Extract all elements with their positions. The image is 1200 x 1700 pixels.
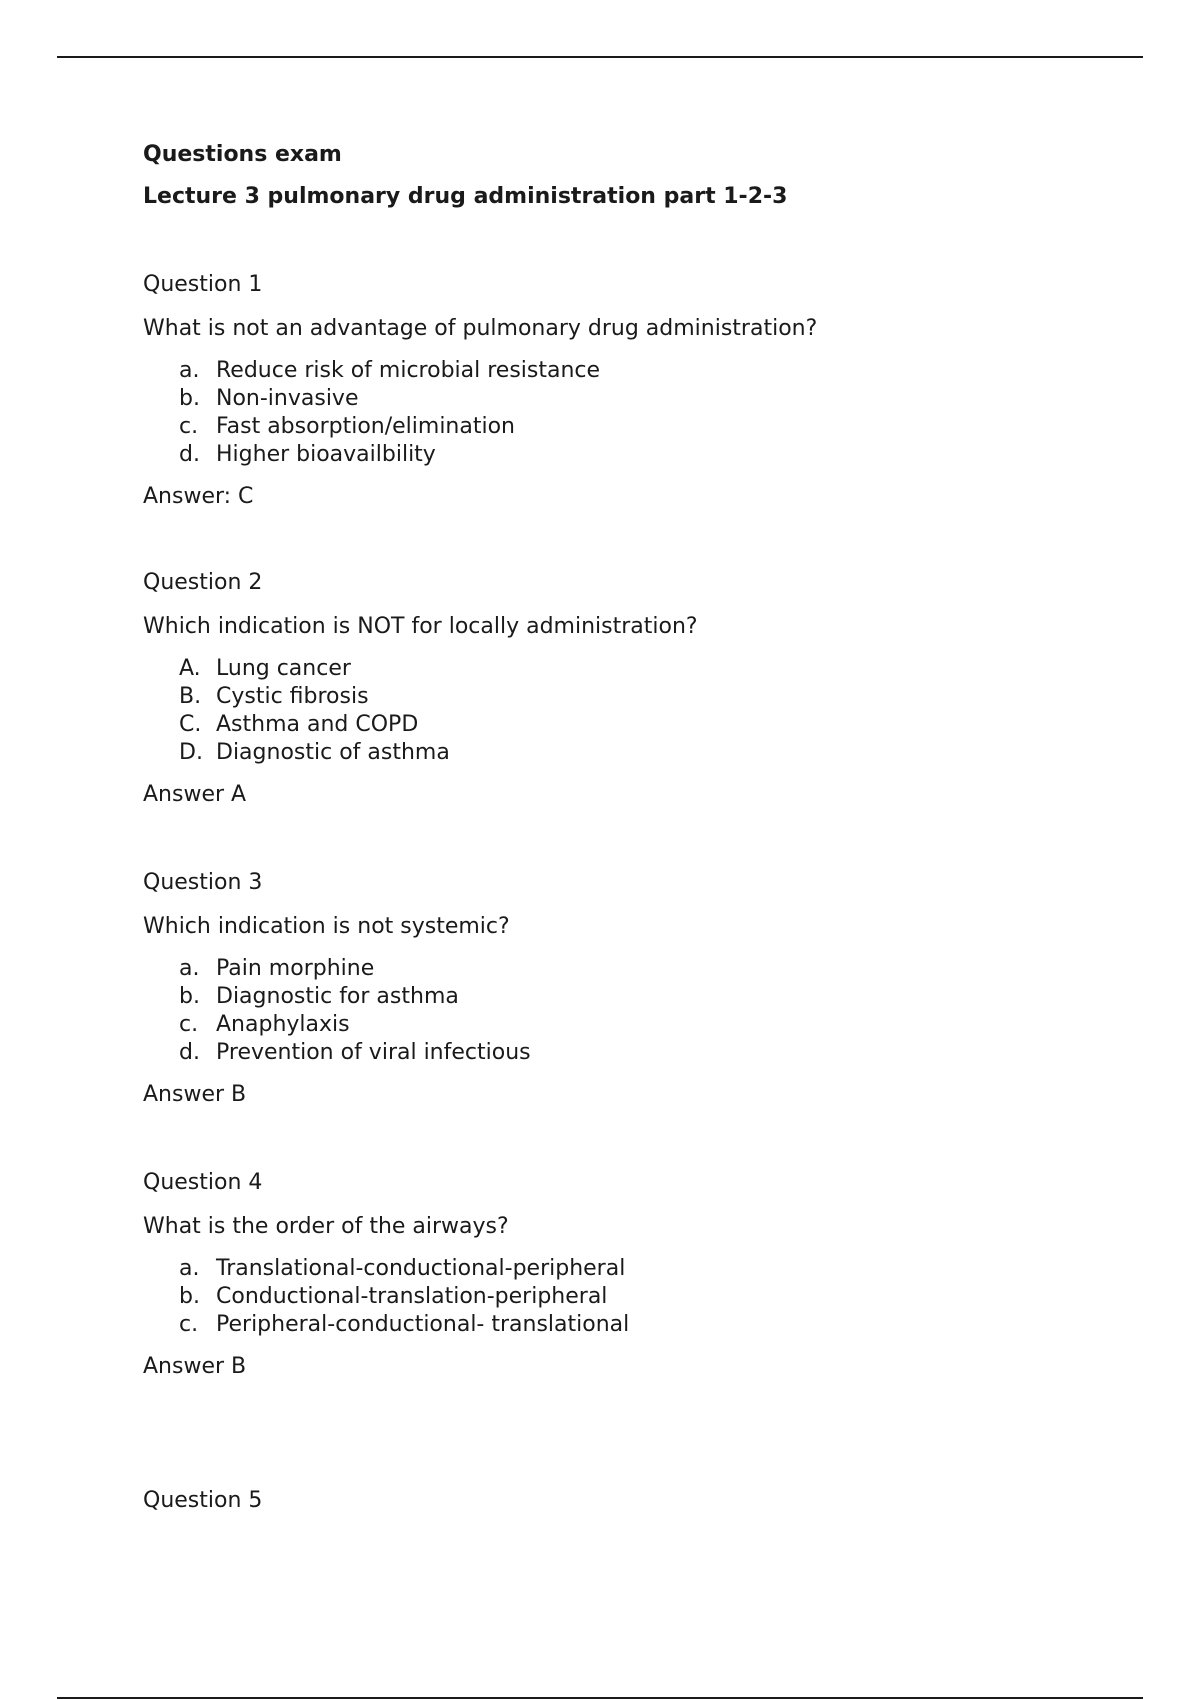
- option-letter: a.: [179, 956, 200, 981]
- document-title: Questions exam: [143, 142, 342, 167]
- document-body: [143, 141, 1103, 1515]
- question-5: [143, 1487, 1103, 1515]
- question-2: [143, 569, 1103, 809]
- footer-rule: [57, 1697, 1143, 1699]
- answer-options: [143, 655, 1103, 767]
- option-item: [143, 983, 1103, 1011]
- option-letter: b.: [179, 1284, 200, 1309]
- option-item: [143, 955, 1103, 983]
- answer-options: [143, 357, 1103, 469]
- option-item: [143, 683, 1103, 711]
- option-text: Asthma and COPD: [216, 712, 419, 737]
- question-label: Question 4: [143, 1170, 263, 1195]
- question-3: [143, 869, 1103, 1109]
- option-letter: B.: [179, 684, 202, 709]
- option-letter: A.: [179, 656, 201, 681]
- document-subtitle: Lecture 3 pulmonary drug administration part 1-2-3: [143, 184, 788, 209]
- option-letter: c.: [179, 1312, 199, 1337]
- option-letter: D.: [179, 740, 203, 765]
- question-text: What is not an advantage of pulmonary drug administration?: [143, 316, 818, 341]
- question-text: Which indication is NOT for locally administration?: [143, 614, 698, 639]
- option-item: [143, 1039, 1103, 1067]
- option-letter: d.: [179, 1040, 200, 1065]
- option-text: Conductional-translation-peripheral: [216, 1284, 608, 1309]
- option-text: Cystic fibrosis: [216, 684, 369, 709]
- option-letter: c.: [179, 414, 199, 439]
- option-text: Peripheral-conductional- translational: [216, 1312, 630, 1337]
- answer-text: Answer A: [143, 782, 247, 807]
- answer-text: Answer B: [143, 1354, 247, 1379]
- header-rule: [57, 56, 1143, 58]
- answer-options: [143, 955, 1103, 1067]
- answer-text: Answer B: [143, 1082, 247, 1107]
- option-text: Lung cancer: [216, 656, 351, 681]
- option-text: Pain morphine: [216, 956, 375, 981]
- option-text: Translational-conductional-peripheral: [216, 1256, 626, 1281]
- option-letter: C.: [179, 712, 202, 737]
- option-item: [143, 1011, 1103, 1039]
- option-item: [143, 441, 1103, 469]
- question-1: [143, 271, 1103, 511]
- question-4: [143, 1169, 1103, 1381]
- answer-options: [143, 1255, 1103, 1339]
- question-label: Question 1: [143, 272, 263, 297]
- question-label: Question 5: [143, 1488, 263, 1513]
- option-text: Diagnostic of asthma: [216, 740, 450, 765]
- option-item: [143, 385, 1103, 413]
- option-text: Higher bioavailbility: [216, 442, 436, 467]
- option-letter: b.: [179, 984, 200, 1009]
- option-item: [143, 1311, 1103, 1339]
- question-label: Question 3: [143, 870, 263, 895]
- question-text: What is the order of the airways?: [143, 1214, 509, 1239]
- option-text: Diagnostic for asthma: [216, 984, 459, 1009]
- option-item: [143, 711, 1103, 739]
- option-text: Fast absorption/elimination: [216, 414, 515, 439]
- option-item: [143, 739, 1103, 767]
- option-item: [143, 655, 1103, 683]
- answer-text: Answer: C: [143, 484, 254, 509]
- option-item: [143, 1255, 1103, 1283]
- option-letter: c.: [179, 1012, 199, 1037]
- option-text: Prevention of viral infectious: [216, 1040, 531, 1065]
- option-item: [143, 1283, 1103, 1311]
- option-letter: b.: [179, 386, 200, 411]
- option-text: Reduce risk of microbial resistance: [216, 358, 601, 383]
- option-item: [143, 357, 1103, 385]
- option-letter: d.: [179, 442, 200, 467]
- option-letter: a.: [179, 1256, 200, 1281]
- option-item: [143, 413, 1103, 441]
- option-text: Non-invasive: [216, 386, 359, 411]
- option-letter: a.: [179, 358, 200, 383]
- option-text: Anaphylaxis: [216, 1012, 350, 1037]
- question-text: Which indication is not systemic?: [143, 914, 510, 939]
- question-label: Question 2: [143, 570, 263, 595]
